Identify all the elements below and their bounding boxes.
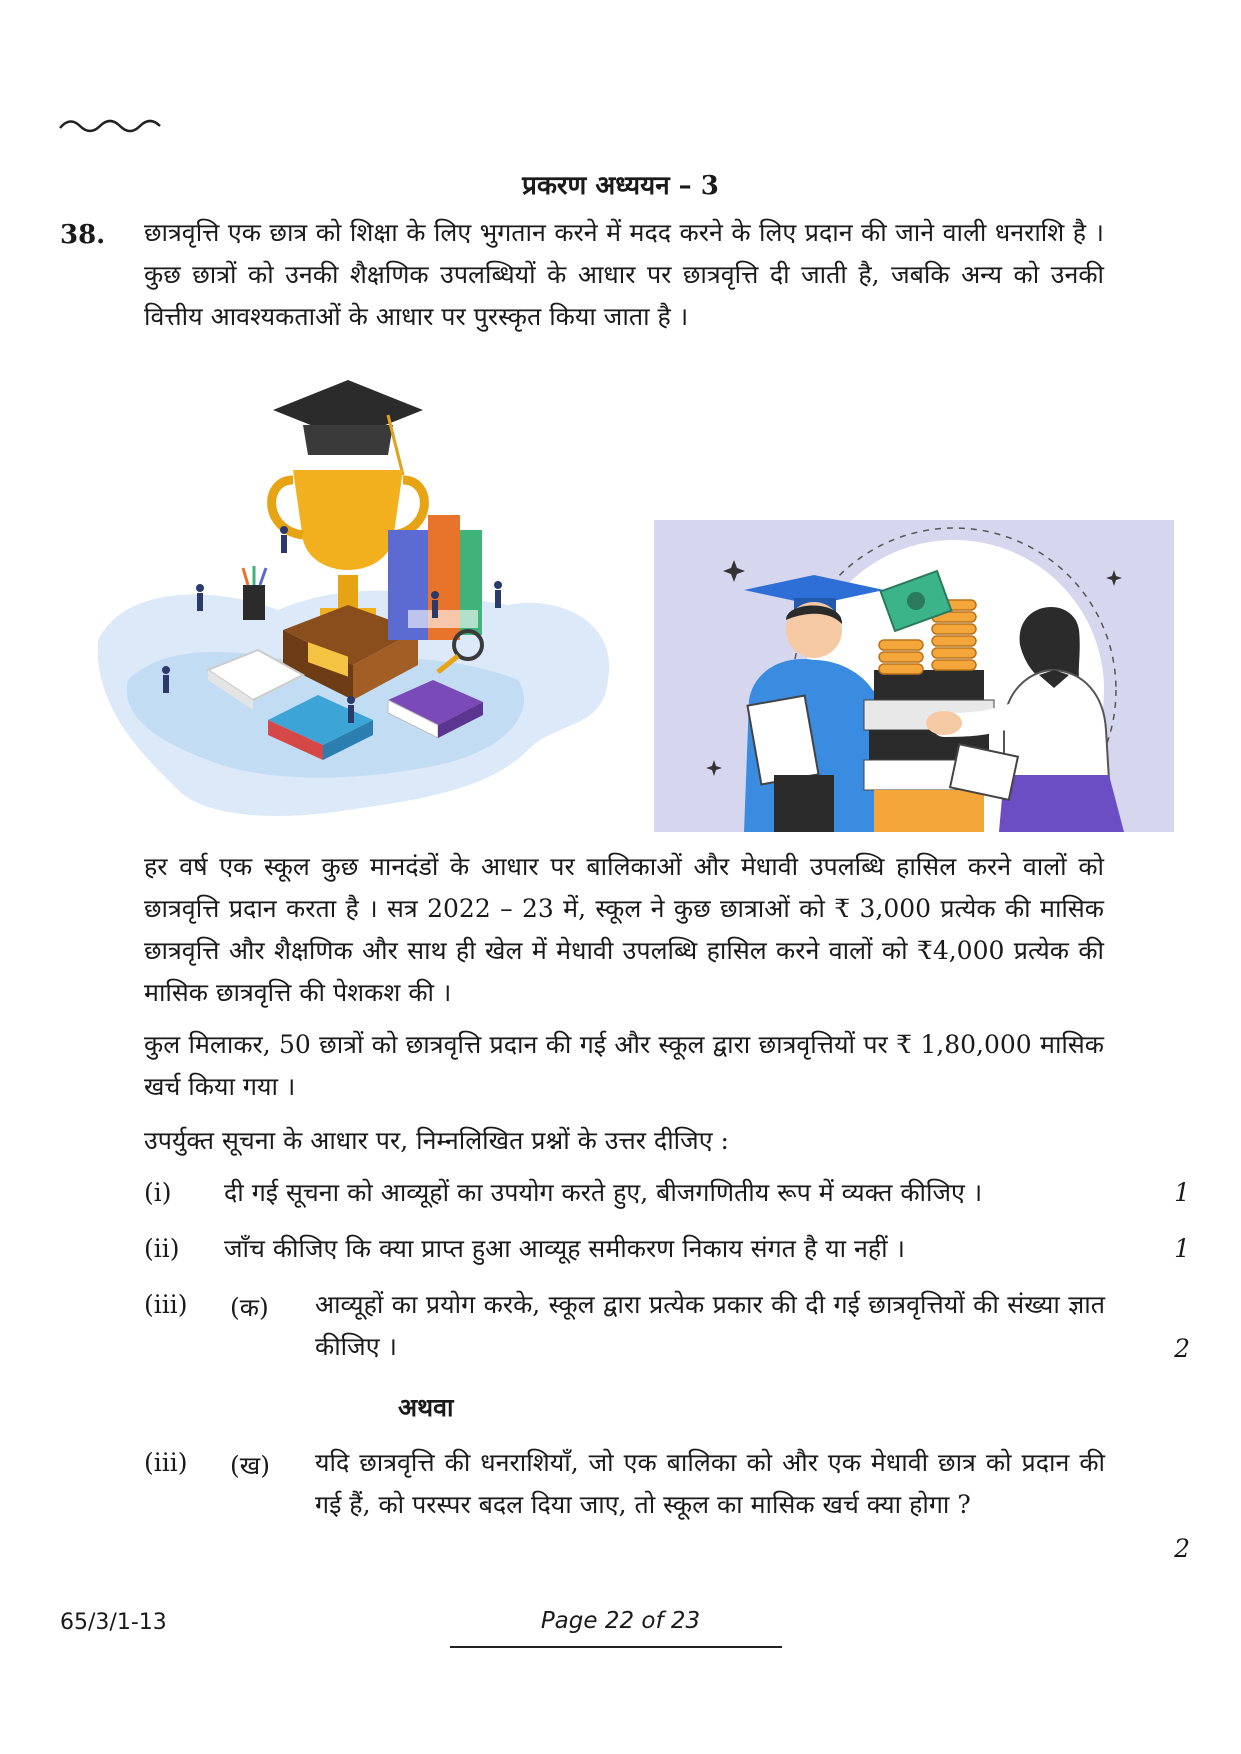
subq-1-label: (i) (144, 1178, 172, 1207)
subq-3a-option: (क) (230, 1293, 269, 1322)
paper-code: 65/3/1-13 (60, 1610, 167, 1635)
intro-paragraph: छात्रवृत्ति एक छात्र को शिक्षा के लिए भुगतान करने में मदद करने के लिए प्रदान की जाने वाली धनराशि है । कुछ छात्रों को उनकी शैक्षणिक उपलब्धियों के आधार पर छात्रवृत्ति दी जाती है, जबकि अन्य को उनकी वित्तीय आवश्यकताओं के आधार पर पुरस्कृत किया जाता है । (144, 218, 1104, 331)
section-title: प्रकरण अध्ययन – 3 (522, 171, 719, 201)
subq-3a-text: आव्यूहों का प्रयोग करके, स्कूल द्वारा प्रत्येक प्रकार की दी गई छात्रवृत्तियों की संख्या ज्ञात कीजिए । (315, 1290, 1105, 1361)
or-label: अथवा (398, 1393, 454, 1422)
subq-3b-label: (iii) (144, 1448, 188, 1477)
subq-3a-marks: 2 (1174, 1334, 1190, 1363)
subq-2-text: जाँच कीजिए कि क्या प्राप्त हुआ आव्यूह समीकरण निकाय संगत है या नहीं । (224, 1234, 906, 1263)
body-paragraph-1: हर वर्ष एक स्कूल कुछ मानदंडों के आधार पर बालिकाओं और मेधावी उपलब्धि हासिल करने वालों को छात्रवृत्ति प्रदान करता है । सत्र 2022 – 23 में, स्कूल ने कुछ छात्राओं को ₹ 3,000 प्रत्येक की मासिक छात्रवृत्ति और शैक्षणिक और साथ ही खेल में मेधावी उपलब्धि हासिल करने वालों को ₹4,000 प्रत्येक की मासिक छात्रवृत्ति की पेशकश की । (144, 852, 1104, 1007)
subq-2-marks: 1 (1174, 1234, 1190, 1263)
subq-2-label: (ii) (144, 1234, 180, 1263)
question-number: 38. (60, 220, 106, 250)
subq-1-text: दी गई सूचना को आव्यूहों का उपयोग करते हुए, बीजगणितीय रूप में व्यक्त कीजिए । (224, 1178, 983, 1207)
subq-3a-label: (iii) (144, 1290, 188, 1319)
subq-3b-marks: 2 (1174, 1534, 1190, 1563)
trophy-books-illustration (88, 380, 628, 830)
subq-3b-text: यदि छात्रवृत्ति की धनराशियाँ, जो एक बालिका को और एक मेधावी छात्र को प्रदान की गई हैं, को परस्पर बदल दिया जाए, तो स्कूल का मासिक खर्च क्या होगा ? (315, 1448, 1105, 1519)
body-paragraph-2: कुल मिलाकर, 50 छात्रों को छात्रवृत्ति प्रदान की गई और स्कूल द्वारा छात्रवृत्तियों पर ₹ 1,80,000 मासिक खर्च किया गया । (144, 1030, 1104, 1101)
scholarship-handshake-illustration (654, 520, 1174, 832)
footer-divider (450, 1646, 782, 1648)
subq-3b-option: (ख) (230, 1451, 270, 1480)
body-paragraph-3: उपर्युक्त सूचना के आधार पर, निम्नलिखित प्रश्नों के उत्तर दीजिए : (144, 1126, 729, 1155)
subq-1-marks: 1 (1174, 1178, 1190, 1207)
page-number: Page 22 of 23 (540, 1608, 701, 1634)
wave-mark-icon (58, 112, 162, 140)
